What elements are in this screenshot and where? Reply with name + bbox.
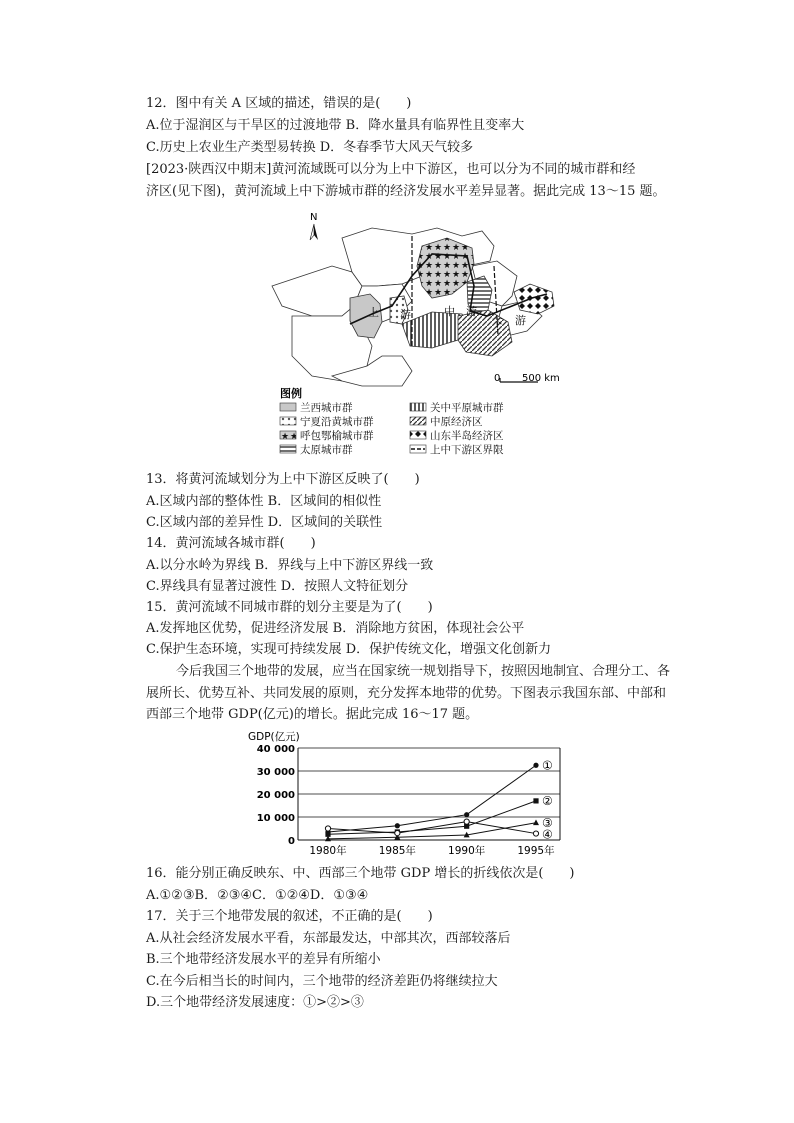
q15-options-cd: C.保护生态环境，实现可持续发展 D．保护传统文化，增强文化创新力 [146, 642, 552, 657]
legend-ningxia: 宁夏沿黄城市群 [300, 416, 374, 428]
legend-lanxi: 兰西城市群 [300, 402, 353, 414]
legend-swatch-guanzhong [410, 403, 426, 411]
legend-zhongyuan: 中原经济区 [430, 416, 483, 428]
q13-options-ab: A.区域内部的整体性 B．区域间的相似性 [146, 494, 382, 509]
q17-option-c: C.在今后相当长的时间内，三个地带的经济差距仍将继续拉大 [146, 974, 498, 989]
legend-title: 图例 [280, 387, 302, 400]
label-middle: 中 [444, 305, 455, 318]
q15-options-ab: A.发挥地区优势，促进经济发展 B．消除地方贫困，体现社会公平 [146, 621, 525, 636]
q17-stem: 17．关于三个地带发展的叙述，不正确的是( ) [146, 909, 433, 924]
q16-options: A.①②③B．②③④C．①②④D．①③④ [146, 888, 369, 903]
chart-ytick-label: 40 000 [256, 744, 295, 755]
q16-stem: 16．能分别正确反映东、中、西部三个地带 GDP 增长的折线依次是( ) [146, 866, 575, 881]
q14-options-cd: C.界线具有显著过渡性 D．按照人文特征划分 [146, 579, 409, 594]
legend-taiyuan: 太原城市群 [300, 444, 353, 456]
chart-xtick-label: 1990年 [448, 845, 486, 857]
yellow-river-basin-map [262, 206, 562, 456]
chart-ytick-label: 30 000 [256, 767, 295, 778]
intro-16-17-line1: 今后我国三个地带的发展，应当在国家统一规划指导下，按照因地制宜、合理分工、各 [176, 664, 671, 679]
series-1-label: ① [542, 758, 553, 773]
intro-13-15-line1: [2023·陕西汉中期末]黄河流域既可以分为上中下游区，也可以分为不同的城市群和经 [146, 162, 636, 177]
north-arrow-icon [314, 224, 318, 240]
label-upper-you: 游 [400, 308, 411, 321]
series-4-point [395, 831, 400, 836]
north-label: N [310, 212, 318, 223]
legend-guanzhong: 关中平原城市群 [430, 402, 504, 414]
series-1-point [533, 763, 538, 768]
legend-swatch-taiyuan [280, 445, 296, 453]
q12-options-ab: A.位于湿润区与干旱区的过渡地带 B．降水量具有临界性且变率大 [146, 118, 525, 133]
chart-ytick-label: 10 000 [256, 813, 295, 824]
legend-swatch-shandong [410, 431, 426, 439]
q17-option-b: B.三个地带经济发展水平的差异有所缩小 [146, 952, 381, 967]
hubaoeyu-cluster [417, 238, 474, 298]
legend-boundary: 上中下游区界限 [430, 444, 504, 456]
q17-option-a: A.从社会经济发展水平看，东部最发达，中部其次，西部较落后 [146, 931, 511, 946]
series-2-label: ② [542, 793, 553, 808]
series-2-point [533, 798, 538, 803]
series-4-label: ④ [542, 827, 553, 842]
q12-stem: 12．图中有关 A 区域的描述，错误的是( ) [146, 96, 412, 111]
series-3-label: ③ [542, 815, 553, 830]
scale-value: 500 km [522, 373, 560, 384]
legend-swatch-ningxia [280, 417, 296, 425]
intro-16-17-line2: 展所长、优势互补、共同发展的原则，充分发挥本地带的优势。下图表示我国东部、中部和 [146, 686, 667, 701]
label-middle-you: 游 [466, 305, 477, 318]
q14-options-ab: A.以分水岭为界线 B．界线与上中下游区界线一致 [146, 558, 434, 573]
legend-swatch-zhongyuan [410, 417, 426, 425]
series-1-point [395, 823, 400, 828]
chart-ytick-label: 0 [288, 836, 295, 847]
intro-13-15-line2: 济区(见下图)，黄河流域上中下游城市群的经济发展水平差异显著。据此完成 13～15 题。 [146, 184, 666, 199]
chart-xtick-label: 1995年 [517, 845, 555, 857]
series-1-point [464, 812, 469, 817]
legend-swatch-lanxi [280, 403, 296, 411]
series-line-4 [328, 822, 536, 834]
label-lower-you: 游 [515, 314, 526, 327]
intro-16-17-line3: 西部三个地带 GDP(亿元)的增长。据此完成 16～17 题。 [146, 707, 479, 722]
q13-options-cd: C.区域内部的差异性 D．区域间的关联性 [146, 515, 383, 530]
chart-xtick-label: 1985年 [378, 845, 416, 857]
label-lower: 下 [492, 317, 503, 330]
q17-option-d: D.三个地带经济发展速度：①>②>③ [146, 995, 364, 1010]
chart-ylabel: GDP(亿元) [248, 731, 300, 743]
q14-stem: 14．黄河流域各城市群( ) [146, 536, 316, 551]
legend-hubaoeyu: 呼包鄂榆城市群 [300, 430, 374, 442]
series-4-point [325, 826, 330, 831]
q13-stem: 13．将黄河流域划分为上中下游区反映了( ) [146, 472, 420, 487]
q15-stem: 15．黄河流域不同城市群的划分主要是为了( ) [146, 600, 433, 615]
series-3-point [533, 820, 539, 826]
chart-xtick-label: 1980年 [309, 845, 347, 857]
q12-options-cd: C.历史上农业生产类型易转换 D．冬春季节大风天气较多 [146, 140, 474, 155]
shandong-zone [514, 284, 554, 314]
label-upper: 上 [368, 306, 379, 319]
gdp-line-chart [246, 728, 576, 863]
chart-ytick-label: 20 000 [256, 790, 295, 801]
legend-shandong: 山东半岛经济区 [430, 430, 504, 442]
series-4-point [533, 831, 538, 836]
series-4-point [464, 819, 469, 824]
legend-swatch-hubaoeyu [280, 431, 296, 439]
scale-zero: 0 [494, 373, 501, 384]
series-line-1 [328, 765, 536, 832]
